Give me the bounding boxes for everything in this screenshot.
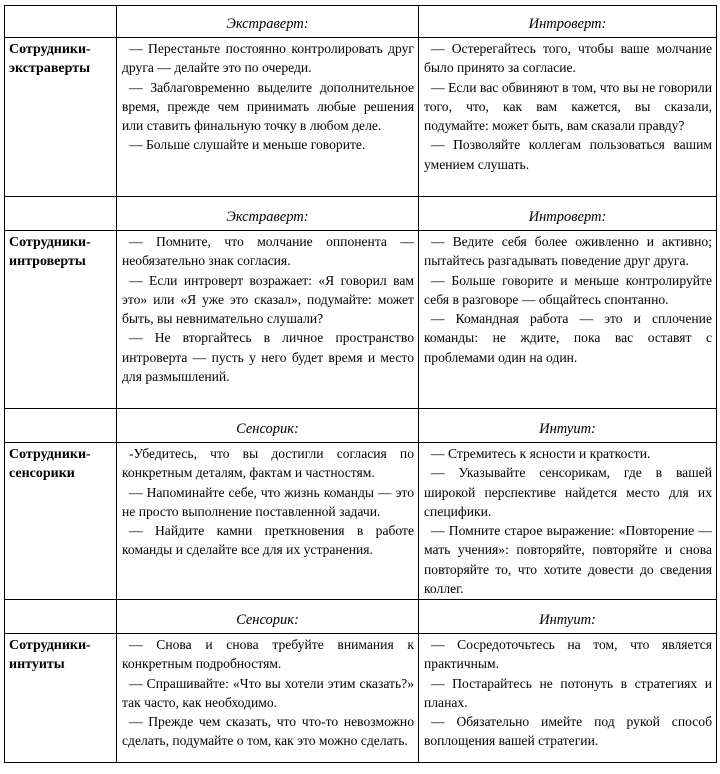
type-header-extravert: Экстраверт: bbox=[117, 197, 419, 231]
advice-paragraph: — Ведите себя более оживленно и активно; пытайтесь разгадывать поведение друг друга. bbox=[424, 234, 712, 269]
empty-corner-cell bbox=[5, 197, 117, 231]
advice-paragraph: — Напоминайте себе, что жизнь команды — это не просто выполнение поставленной задачи. bbox=[122, 484, 414, 519]
advice-paragraph: — Остерегайтесь того, чтобы ваше молчание было принято за согласие. bbox=[424, 41, 712, 76]
empty-corner-cell bbox=[5, 409, 117, 443]
advice-cell-sensor bbox=[117, 443, 419, 600]
advice-paragraph: — Снова и снова требуйте внимания к конкретным подробностям. bbox=[122, 637, 414, 672]
type-header-row-4 bbox=[5, 600, 717, 634]
empty-corner-cell bbox=[5, 6, 117, 38]
row-label-extraverts: Сотрудники-экстраверты bbox=[5, 38, 117, 197]
advice-paragraph: — Стремитесь к ясности и краткости. bbox=[431, 446, 651, 461]
advice-paragraph: — Если интроверт возражает: «Я говорил вам это» или «Я уже это сказал», подумайте: может быть, вы невнимательно слушали? bbox=[122, 272, 414, 327]
type-header-row-1 bbox=[5, 6, 717, 38]
personality-advice-table bbox=[4, 5, 717, 763]
row-label-sensors: Сотрудники-сенсорики bbox=[5, 443, 117, 600]
advice-paragraph: — Больше говорите и меньше контролируйте себя в разговоре — общайтесь спонтанно. bbox=[424, 272, 712, 307]
advice-paragraph: — Позволяйте коллегам пользоваться вашим умением слушать. bbox=[424, 137, 712, 172]
empty-corner-cell bbox=[5, 600, 117, 634]
table-row-introverts bbox=[5, 231, 717, 409]
advice-cell-intuit bbox=[419, 634, 717, 763]
advice-paragraph: — Помните, что молчание оппонента — необязательно знак согласия. bbox=[122, 234, 414, 269]
advice-paragraph: — Постарайтесь не потонуть в стратегиях и планах. bbox=[424, 675, 712, 710]
type-header-row-2 bbox=[5, 197, 717, 231]
type-header-introvert: Интроверт: bbox=[419, 6, 717, 38]
advice-paragraph: — Указывайте сенсорикам, где в вашей широкой перспективе найдется место для их специфики. bbox=[424, 465, 712, 519]
type-header-sensor: Сенсорик: bbox=[117, 600, 419, 634]
advice-cell-intuit bbox=[419, 443, 717, 600]
advice-paragraph: — Спрашивайте: «Что вы хотели этим сказать?» так часто, как необходимо. bbox=[122, 675, 414, 710]
advice-cell-sensor bbox=[117, 634, 419, 763]
table-row-sensors bbox=[5, 443, 717, 600]
type-header-extravert: Экстраверт: bbox=[117, 6, 419, 38]
advice-paragraph: — Больше слушайте и меньше говорите. bbox=[129, 137, 366, 153]
advice-paragraph: — Перестаньте постоянно контролировать друг друга — делайте это по очереди. bbox=[122, 41, 414, 76]
advice-cell-extravert bbox=[117, 231, 419, 409]
type-header-sensor: Сенсорик: bbox=[117, 409, 419, 443]
type-header-intuit: Интуит: bbox=[419, 600, 717, 634]
advice-cell-introvert bbox=[419, 38, 717, 197]
advice-paragraph: — Не вторгайтесь в личное пространство интроверта — пусть у него будет время и место для размышлений. bbox=[122, 330, 414, 385]
advice-paragraph: — Сосредоточьтесь на том, что является практичным. bbox=[424, 637, 712, 672]
advice-cell-introvert bbox=[419, 231, 717, 409]
advice-paragraph: — Помните старое выражение: «Повторение — мать учения»: повторяйте, повторяйте и снова повторяйте то, что хотите довести до сведения коллег. bbox=[424, 523, 712, 597]
type-header-row-3 bbox=[5, 409, 717, 443]
advice-cell-extravert bbox=[117, 38, 419, 197]
advice-paragraph: — Найдите камни преткновения в работе команды и сделайте все для их устранения. bbox=[122, 523, 414, 558]
advice-paragraph: — Обязательно имейте под рукой способ воплощения вашей стратегии. bbox=[424, 714, 712, 749]
advice-paragraph: — Если вас обвиняют в том, что вы не говорили того, что, как вам кажется, вы сказали, подумайте: может быть, вам сказали правду? bbox=[424, 79, 712, 134]
advice-paragraph: -Убедитесь, что вы достигли согласия по конкретным деталям, фактам и частностям. bbox=[122, 446, 414, 481]
row-label-intuits: Сотрудники-интуиты bbox=[5, 634, 117, 763]
type-header-introvert: Интроверт: bbox=[419, 197, 717, 231]
advice-paragraph: — Заблаговременно выделите дополнительное время, прежде чем принимать любые решения или ставить финальную точку в любом деле. bbox=[122, 79, 414, 134]
row-label-introverts: Сотрудники-интроверты bbox=[5, 231, 117, 409]
table-row-intuits bbox=[5, 634, 717, 763]
advice-paragraph: — Прежде чем сказать, что что-то невозможно сделать, подумайте о том, как это можно сделать. bbox=[122, 714, 414, 749]
advice-paragraph: — Командная работа — это и сплочение команды: не ждите, пока вас оставят с проблемами один на один. bbox=[424, 311, 712, 365]
type-header-intuit: Интуит: bbox=[419, 409, 717, 443]
table-row-extraverts bbox=[5, 38, 717, 197]
